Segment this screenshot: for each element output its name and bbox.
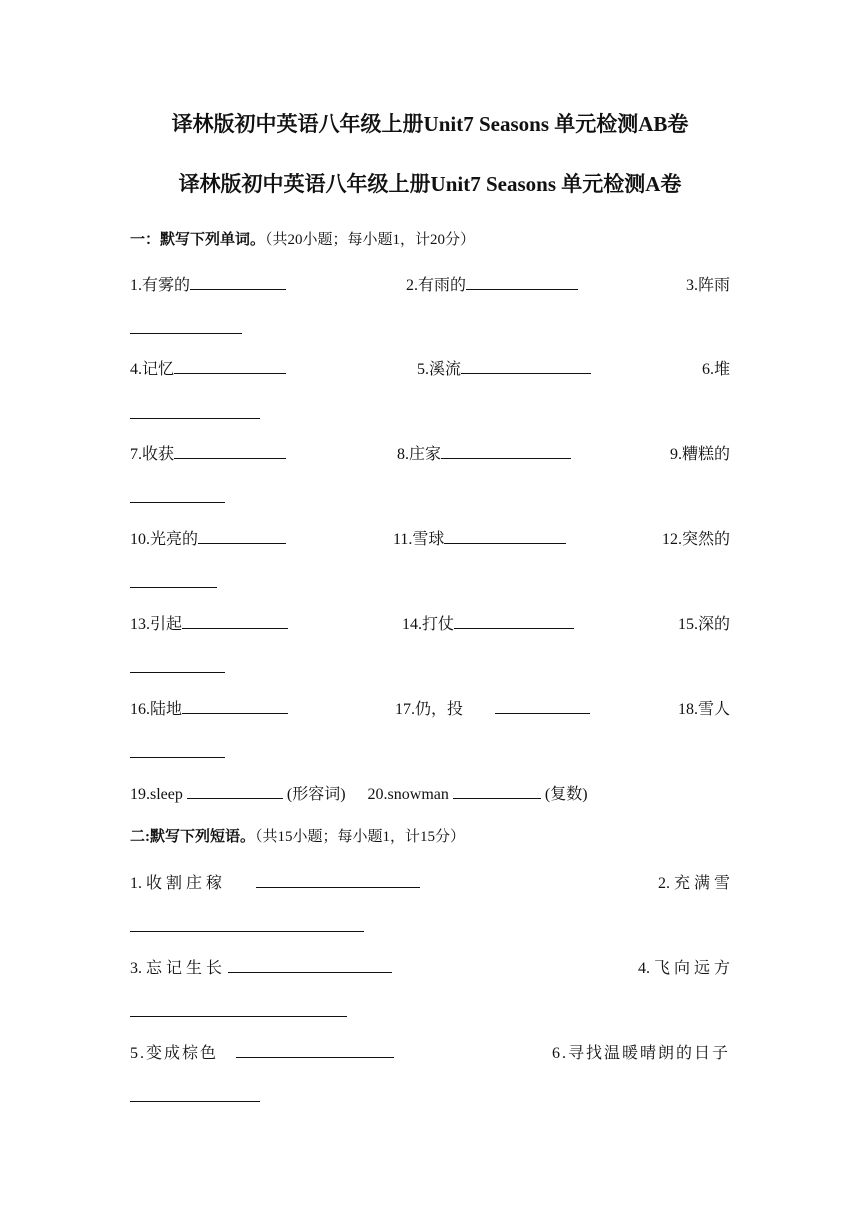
answer-blank[interactable] bbox=[198, 529, 286, 544]
section2-heading bbox=[130, 825, 465, 846]
phrase-item: 1. 收 割 庄 稼 bbox=[130, 870, 420, 893]
word-item: 17.仍，投 bbox=[395, 696, 590, 719]
answer-blank[interactable] bbox=[130, 418, 260, 419]
document-subtitle: 译林版初中英语八年级上册Unit7 Seasons 单元检测A卷 bbox=[178, 172, 682, 196]
section1-heading bbox=[130, 228, 475, 249]
word-item: 12.突然的 bbox=[661, 531, 730, 548]
word-item: 5.溪流 bbox=[417, 356, 591, 379]
word-item: 6.堆 bbox=[701, 361, 730, 378]
section2-heading-note: （共15小题；每小题1，计15分） bbox=[255, 829, 466, 845]
answer-blank[interactable] bbox=[453, 784, 541, 799]
answer-blank[interactable] bbox=[190, 275, 286, 290]
answer-blank[interactable] bbox=[130, 502, 225, 503]
word-item: 4.记忆 bbox=[130, 356, 286, 379]
answer-blank[interactable] bbox=[236, 1043, 394, 1058]
document-title: 译林版初中英语八年级上册Unit7 Seasons 单元检测AB卷 bbox=[171, 112, 689, 136]
answer-blank[interactable] bbox=[461, 359, 591, 374]
phrase-item: 5.变成棕色 bbox=[130, 1040, 394, 1063]
section1-heading-note: （共20小题；每小题1，计20分） bbox=[265, 232, 476, 248]
answer-blank[interactable] bbox=[130, 333, 242, 334]
answer-blank[interactable] bbox=[182, 614, 288, 629]
answer-blank[interactable] bbox=[228, 958, 392, 973]
answer-blank[interactable] bbox=[130, 1101, 260, 1102]
word-item: 8.庄家 bbox=[397, 441, 571, 464]
phrase-item: 2. 充 满 雪 bbox=[657, 875, 730, 892]
word-item: 10.光亮的 bbox=[130, 526, 286, 549]
word-item: 2.有雨的 bbox=[406, 272, 578, 295]
word-item: 11.雪球 bbox=[393, 526, 566, 549]
word-item: 9.糟糕的 bbox=[669, 446, 730, 463]
answer-blank[interactable] bbox=[174, 444, 286, 459]
answer-blank[interactable] bbox=[444, 529, 566, 544]
word-item: 15.深的 bbox=[677, 616, 730, 633]
answer-blank[interactable] bbox=[130, 757, 225, 758]
word-item: 19.sleep (形容词) 20.snowman (复数) bbox=[130, 786, 588, 803]
answer-blank[interactable] bbox=[130, 1016, 347, 1017]
section2-heading-bold: 二:默写下列短语。 bbox=[130, 829, 255, 845]
answer-blank[interactable] bbox=[130, 931, 364, 932]
answer-blank[interactable] bbox=[187, 784, 283, 799]
answer-blank[interactable] bbox=[454, 614, 574, 629]
section1-heading-bold: 一：默写下列单词。 bbox=[130, 232, 266, 248]
word-item: 16.陆地 bbox=[130, 696, 288, 719]
answer-blank[interactable] bbox=[182, 699, 288, 714]
answer-blank[interactable] bbox=[466, 275, 578, 290]
word-item: 18.雪人 bbox=[677, 701, 730, 718]
phrase-item: 6.寻找温暖晴朗的日子 bbox=[551, 1045, 730, 1062]
answer-blank[interactable] bbox=[441, 444, 571, 459]
word-item: 14.打仗 bbox=[402, 611, 574, 634]
word-item: 1.有雾的 bbox=[130, 272, 286, 295]
answer-blank[interactable] bbox=[256, 873, 420, 888]
answer-blank[interactable] bbox=[174, 359, 286, 374]
phrase-item: 3. 忘 记 生 长 bbox=[130, 955, 392, 978]
word-item: 3.阵雨 bbox=[685, 277, 730, 294]
word-item: 13.引起 bbox=[130, 611, 288, 634]
answer-blank[interactable] bbox=[130, 672, 225, 673]
answer-blank[interactable] bbox=[130, 587, 217, 588]
answer-blank[interactable] bbox=[495, 699, 590, 714]
phrase-item: 4. 飞 向 远 方 bbox=[637, 960, 730, 977]
word-item: 7.收获 bbox=[130, 441, 286, 464]
